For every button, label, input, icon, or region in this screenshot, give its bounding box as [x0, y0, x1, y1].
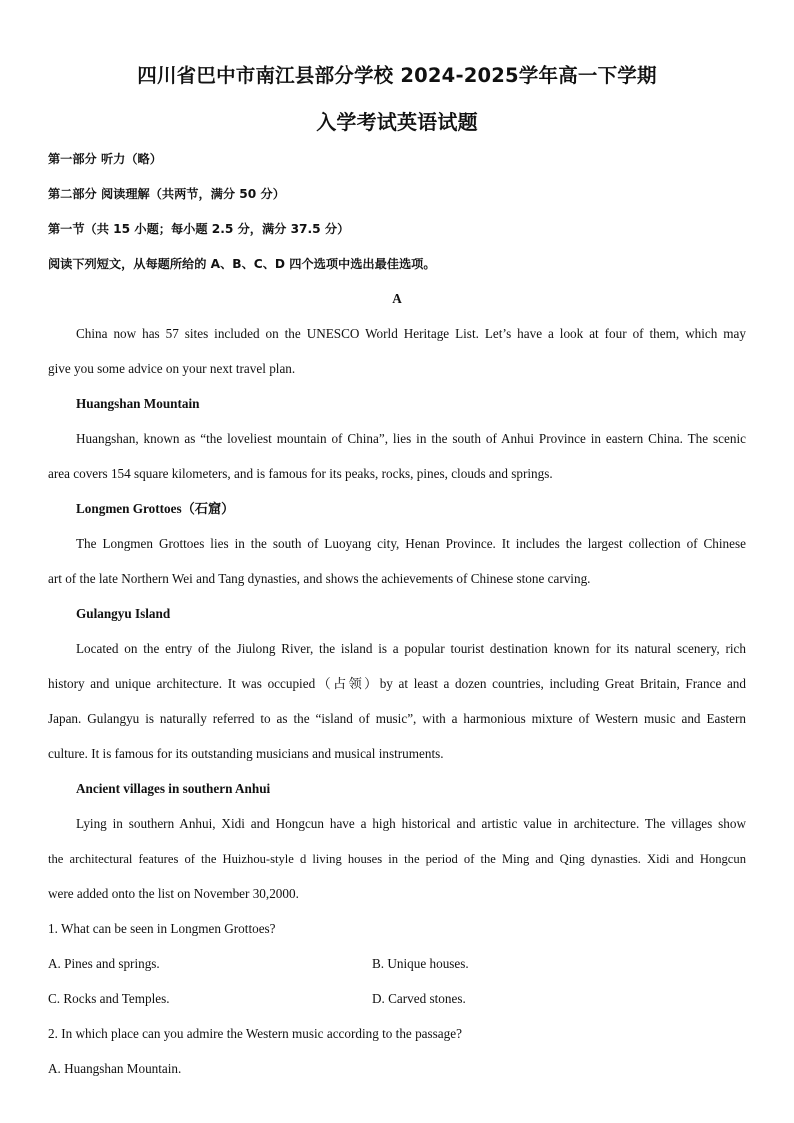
paragraph-line: Huangshan, known as “the loveliest mountain of China”, lies in the south of Anhui Province in eastern China. The scenic [76, 431, 746, 446]
section1-heading: 第一节（共 15 小题；每小题 2.5 分，满分 37.5 分） [48, 222, 350, 236]
answer-option: B. Unique houses. [372, 956, 469, 971]
answer-option: A. Huangshan Mountain. [48, 1061, 182, 1076]
answer-option: A. Pines and springs. [48, 956, 160, 971]
paragraph-line: culture. It is famous for its outstanding musicians and musical instruments. [48, 746, 444, 761]
paragraph-line: history and unique architecture. It was occupied（占领）by at least a dozen countries, including Great Britain, France and [48, 676, 746, 691]
exam-title-line1: 四川省巴中市南江县部分学校 2024-2025学年高一下学期 [137, 64, 657, 87]
passage-label: A [392, 291, 402, 306]
paragraph-line: art of the late Northern Wei and Tang dynasties, and shows the achievements of Chinese stone carving. [48, 571, 591, 586]
part2-heading: 第二部分 阅读理解（共两节，满分 50 分） [48, 187, 285, 201]
paragraph-line: were added onto the list on November 30,2000. [48, 886, 299, 901]
paragraph-line: Japan. Gulangyu is naturally referred to as the “island of music”, with a harmonious mixture of Western music and Eastern [48, 711, 746, 726]
section-heading: Gulangyu Island [76, 606, 171, 621]
intro-line: China now has 57 sites included on the UNESCO World Heritage List. Let’s have a look at four of them, which may [76, 326, 746, 341]
question-stem: 1. What can be seen in Longmen Grottoes? [48, 921, 276, 936]
answer-option: C. Rocks and Temples. [48, 991, 170, 1006]
instruction-text: 阅读下列短文，从每题所给的 A、B、C、D 四个选项中选出最佳选项。 [48, 257, 436, 271]
exam-title-line2: 入学考试英语试题 [316, 110, 478, 134]
section-heading: Huangshan Mountain [76, 396, 200, 411]
answer-option: D. Carved stones. [372, 991, 466, 1006]
paragraph-line: The Longmen Grottoes lies in the south of Luoyang city, Henan Province. It includes the largest collection of Chinese [76, 536, 746, 551]
section-heading: Longmen Grottoes（石窟） [76, 501, 235, 516]
question-stem: 2. In which place can you admire the Western music according to the passage? [48, 1026, 462, 1041]
part1-heading: 第一部分 听力（略） [48, 152, 162, 166]
paragraph-line: area covers 154 square kilometers, and is famous for its peaks, rocks, pines, clouds and springs. [48, 466, 553, 481]
paragraph-line: Lying in southern Anhui, Xidi and Hongcun have a high historical and artistic value in architecture. The villages show [76, 816, 746, 831]
intro-line: give you some advice on your next travel plan. [48, 361, 296, 376]
paragraph-line: Located on the entry of the Jiulong River, the island is a popular tourist destination known for its natural scenery, rich [76, 641, 746, 656]
exam-page [48, 0, 746, 1123]
section-heading: Ancient villages in southern Anhui [76, 781, 271, 796]
paragraph-line: the architectural features of the Huizhou-style d living houses in the period of the Ming and Qing dynasties. Xidi and Hongcun [48, 852, 746, 866]
